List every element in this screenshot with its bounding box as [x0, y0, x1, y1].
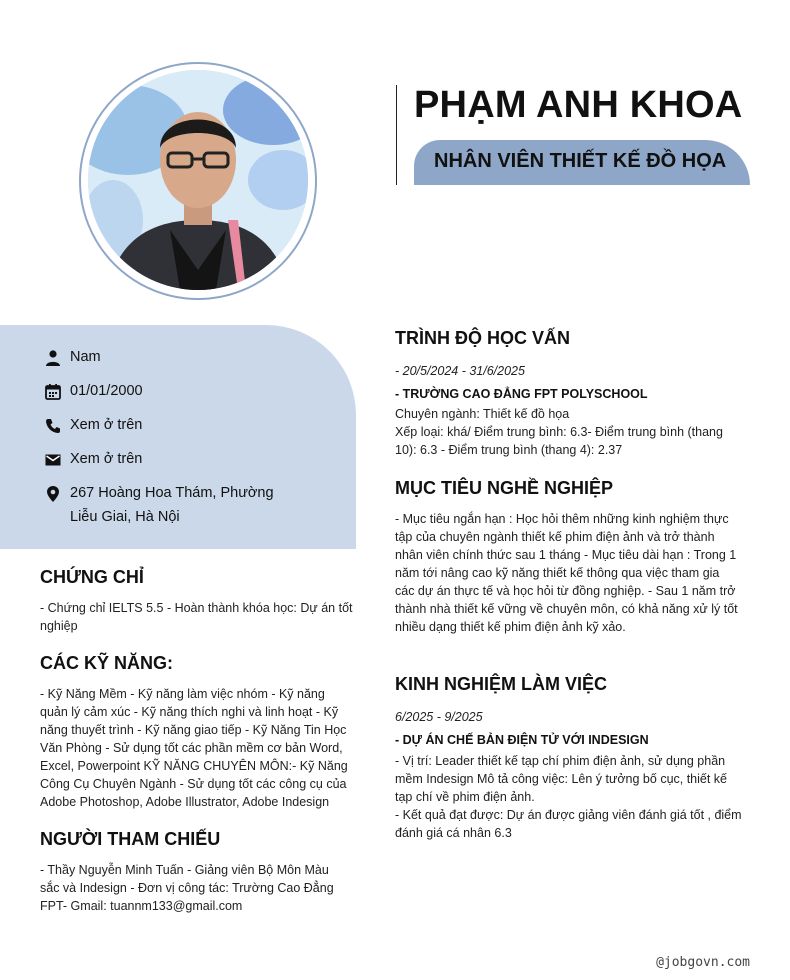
skills-heading: CÁC KỸ NĂNG: [40, 653, 173, 673]
contact-birthday [44, 379, 143, 403]
skills-line: Công Cụ Chuyên Ngành - Sử dụng tốt các công cụ của [40, 777, 347, 791]
address-value [70, 481, 274, 529]
certificates-line: - Chứng chỉ IELTS 5.5 - Hoàn thành khóa học: Dự án tốt [40, 601, 353, 615]
location-pin-icon [44, 481, 62, 505]
skills-line: Văn Phòng - Sử dụng tốt các phần mềm cơ bản Word, [40, 741, 343, 755]
objective-text [395, 510, 755, 636]
education-line: 10): 6.3 - Điểm trung bình (thang 4): 2.37 [395, 443, 623, 457]
phone-icon [44, 413, 62, 437]
phone-value: Xem ở trên [70, 417, 143, 433]
objective-line: - Mục tiêu ngắn hạn : Học hỏi thêm những kinh nghiệm thực [395, 512, 729, 526]
experience-text [395, 752, 755, 842]
certificates-line: nghiệp [40, 619, 78, 633]
contact-phone [44, 413, 142, 437]
experience-line: - Kết quả đạt được: Dự án được giảng viên đánh giá tốt , điểm [395, 808, 742, 822]
education-date: - 20/5/2024 - 31/6/2025 [395, 364, 525, 378]
calendar-icon [44, 379, 62, 403]
objective-line: các dự án thực tế và học hỏi từ đồng nghiệp. - Sau 1 năm trở [395, 584, 736, 598]
experience-heading: KINH NGHIỆM LÀM VIỆC [395, 674, 608, 694]
email-icon [44, 447, 62, 471]
skills-text [40, 685, 360, 811]
experience-line: mềm Indesign Mô tả công việc: Lên ý tưởng bố cục, thiết kế [395, 772, 728, 786]
references-line: sắc và Indesign - Đơn vị công tác: Trường Cao Đẳng [40, 881, 334, 895]
candidate-name: PHẠM ANH KHOA [414, 84, 743, 126]
references-line: - Thầy Nguyễn Minh Tuấn - Giảng viên Bộ Môn Màu [40, 863, 329, 877]
skills-line: Adobe Photoshop, Adobe Illustrator, Adobe Indesign [40, 795, 330, 809]
skills-line: năng thuyết trình - Kỹ năng giao tiếp - Kỹ Năng Tin Học [40, 723, 347, 737]
experience-line: tạp chí về phim điện ảnh. [395, 790, 535, 804]
gender-value: Nam [70, 349, 101, 365]
skills-line: - Kỹ Năng Mềm - Kỹ năng làm việc nhóm - Kỹ năng [40, 687, 325, 701]
objective-line: nhiều dạng thiết kế phim điện ảnh kỹ xảo. [395, 620, 626, 634]
skills-line: Excel, Powerpoint KỸ NĂNG CHUYÊN MÔN:- Kỹ Năng [40, 759, 348, 773]
certificates-heading: CHỨNG CHỈ [40, 567, 144, 587]
references-line: FPT- Gmail: tuannm133@gmail.com [40, 899, 243, 913]
watermark: @jobgovn.com [656, 955, 750, 970]
objective-heading: MỤC TIÊU NGHỀ NGHIỆP [395, 478, 614, 498]
birthday-value: 01/01/2000 [70, 383, 143, 399]
person-icon [44, 345, 62, 369]
avatar-portrait [88, 70, 308, 290]
address-line-1: 267 Hoàng Hoa Thám, Phường [70, 485, 274, 501]
education-heading: TRÌNH ĐỘ HỌC VẤN [395, 328, 570, 348]
address-line-2: Liễu Giai, Hà Nội [70, 509, 180, 525]
contact-address [44, 481, 274, 529]
education-line: Chuyên ngành: Thiết kế đồ họa [395, 407, 570, 421]
contact-gender [44, 345, 101, 369]
experience-date: 6/2025 - 9/2025 [395, 710, 483, 724]
experience-project: - DỰ ÁN CHẾ BẢN ĐIỆN TỬ VỚI INDESIGN [395, 733, 649, 747]
job-title: NHÂN VIÊN THIẾT KẾ ĐỒ HỌA [434, 150, 727, 172]
education-school: - TRƯỜNG CAO ĐẲNG FPT POLYSCHOOL [395, 387, 648, 401]
avatar [88, 70, 308, 290]
skills-line: quản lý cảm xúc - Kỹ năng thích nghi và linh hoạt - Kỹ [40, 705, 339, 719]
education-text [395, 405, 750, 459]
experience-line: - Vị trí: Leader thiết kế tạp chí phim điện ảnh, sử dụng phần [395, 754, 726, 768]
certificates-text [40, 599, 360, 635]
objective-line: tập của chuyên ngành thiết kế phim điện ảnh và trở thành [395, 530, 715, 544]
objective-line: thành nhà thiết kế vững về chuyên môn, có khả năng xử lý tốt [395, 602, 738, 616]
references-text [40, 861, 360, 915]
references-heading: NGƯỜI THAM CHIẾU [40, 829, 221, 849]
objective-line: nhân viên chính thức sau 1 tháng - Mục tiêu dài hạn : Trong 1 [395, 548, 737, 562]
objective-line: năm tới nâng cao kỹ năng thiết kế thông qua việc tham gia [395, 566, 720, 580]
name-divider [396, 85, 397, 185]
experience-line: đánh giá cá nhân 6.3 [395, 826, 512, 840]
email-value: Xem ở trên [70, 451, 143, 467]
education-line: Xếp loại: khá/ Điểm trung bình: 6.3- Điểm trung bình (thang [395, 425, 723, 439]
contact-email [44, 447, 142, 471]
